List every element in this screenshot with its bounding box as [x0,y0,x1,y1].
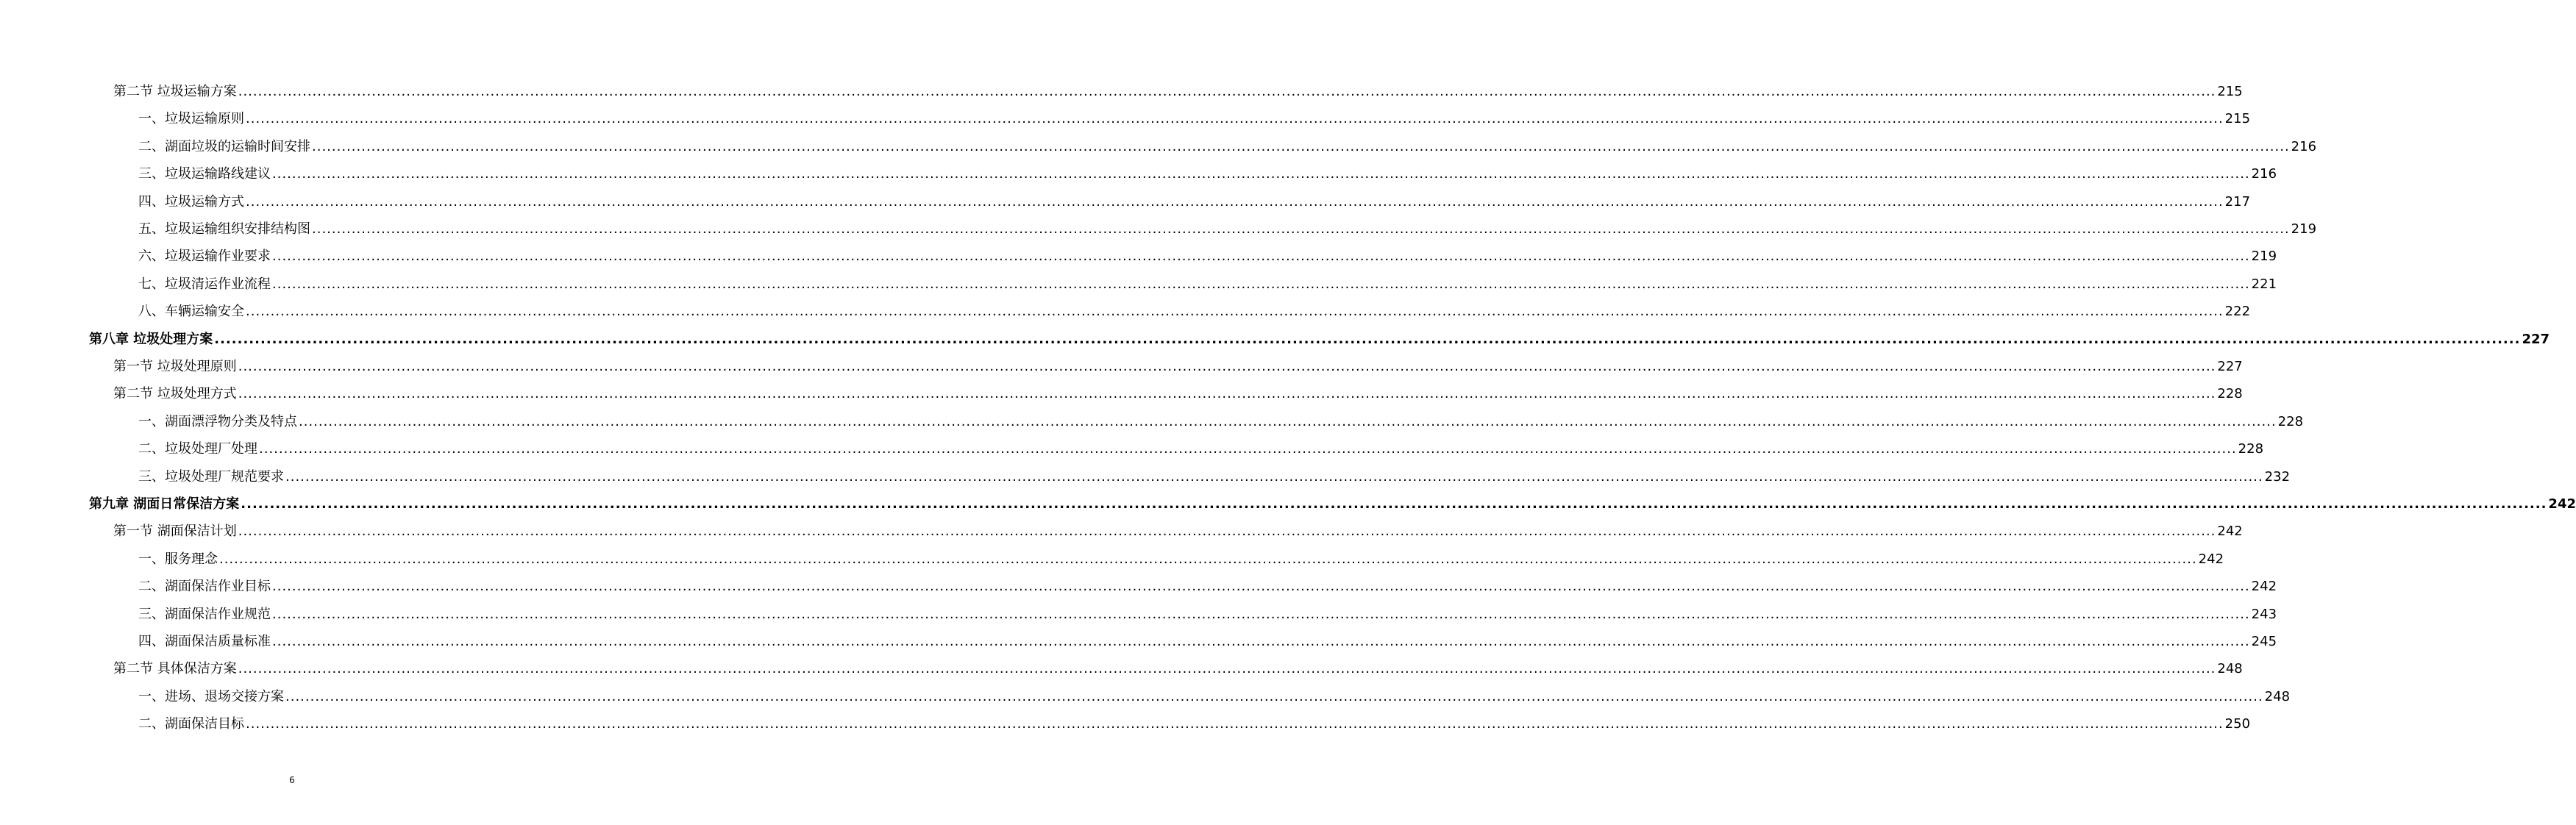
toc-entry-section[interactable] [113,74,2243,101]
toc-entry-item[interactable] [138,568,2277,596]
toc-entry-page-number: 232 [2264,468,2291,485]
toc-entry-chapter[interactable] [89,321,2550,349]
toc-entry-item[interactable] [138,596,2277,624]
toc-dot-leader: ................................................................................................................................................................................................................................................................................................................................................................................................................ [238,524,2216,540]
toc-dot-leader: ................................................................................................................................................................................................................................................................................................................................................................................................................ [238,359,2216,374]
toc-dot-leader: ................................................................................................................................................................................................................................................................................................................................................................................................................ [246,716,2224,732]
toc-entry-page-number: 221 [2251,276,2277,292]
toc-entry-item[interactable] [138,184,2251,211]
toc-dot-leader: ................................................................................................................................................................................................................................................................................................................................................................................................................ [246,304,2224,320]
toc-dot-leader: ................................................................................................................................................................................................................................................................................................................................................................................................................ [259,441,2237,457]
toc-entry-page-number: 228 [2238,441,2264,457]
toc-entry-page-number: 219 [2251,249,2277,265]
toc-entry-title: 一、服务理念 [138,551,218,567]
toc-entry-section[interactable] [113,513,2243,540]
toc-entry-title: 第二节 垃圾运输方案 [113,84,237,99]
toc-entry-page-number: 242 [2217,524,2243,540]
toc-dot-leader: ................................................................................................................................................................................................................................................................................................................................................................................................................ [241,496,2547,512]
toc-dot-leader: ................................................................................................................................................................................................................................................................................................................................................................................................................ [238,386,2216,402]
toc-entry-chapter[interactable] [89,486,2576,513]
toc-entry-item[interactable] [138,211,2317,238]
toc-dot-leader: ................................................................................................................................................................................................................................................................................................................................................................................................................ [272,276,2250,292]
toc-entry-page-number: 227 [2217,359,2243,374]
toc-entry-title: 一、进场、退场交接方案 [138,688,284,704]
toc-dot-leader: ................................................................................................................................................................................................................................................................................................................................................................................................................ [214,331,2521,347]
toc-dot-leader: ................................................................................................................................................................................................................................................................................................................................................................................................................ [272,249,2250,265]
toc-entry-section[interactable] [113,376,2243,403]
toc-entry-item[interactable] [138,541,2224,568]
toc-entry-title: 第一节 湖面保洁计划 [113,524,237,540]
page-number: 6 [289,775,295,785]
toc-entry-page-number: 228 [2217,386,2243,402]
toc-entry-page-number: 227 [2522,331,2550,347]
toc-entry-title: 第九章 湖面日常保洁方案 [89,496,240,512]
toc-entry-item[interactable] [138,266,2277,293]
toc-entry-page-number: 245 [2251,634,2277,649]
toc-dot-leader: ................................................................................................................................................................................................................................................................................................................................................................................................................ [219,551,2197,567]
toc-entry-title: 三、垃圾处理厂规范要求 [138,468,284,485]
toc-dot-leader: ................................................................................................................................................................................................................................................................................................................................................................................................................ [285,688,2263,704]
toc-dot-leader: ................................................................................................................................................................................................................................................................................................................................................................................................................ [312,221,2290,237]
toc-entry-page-number: 219 [2291,221,2317,237]
toc-entry-page-number: 228 [2277,413,2304,429]
toc-entry-title: 第八章 垃圾处理方案 [89,331,213,347]
toc-entry-item[interactable] [138,156,2277,183]
toc-entry-title: 一、垃圾运输原则 [138,111,244,127]
toc-entry-item[interactable] [138,431,2264,458]
toc-entry-title: 五、垃圾运输组织安排结构图 [138,221,310,237]
toc-dot-leader: ................................................................................................................................................................................................................................................................................................................................................................................................................ [272,166,2250,182]
toc-entry-title: 八、车辆运输安全 [138,304,244,320]
toc-entry-item[interactable] [138,293,2251,321]
toc-entry-title: 三、垃圾运输路线建议 [138,166,271,182]
toc-entry-page-number: 242 [2251,579,2277,595]
toc-dot-leader: ................................................................................................................................................................................................................................................................................................................................................................................................................ [238,84,2216,99]
toc-entry-item[interactable] [138,238,2277,265]
toc-dot-leader: ................................................................................................................................................................................................................................................................................................................................................................................................................ [272,634,2250,649]
toc-entry-title: 三、湖面保洁作业规范 [138,606,271,622]
toc-entry-section[interactable] [113,349,2243,376]
toc-entry-item[interactable] [138,679,2291,706]
toc-dot-leader: ................................................................................................................................................................................................................................................................................................................................................................................................................ [272,579,2250,595]
toc-dot-leader: ................................................................................................................................................................................................................................................................................................................................................................................................................ [285,468,2263,485]
toc-entry-title: 二、湖面保洁目标 [138,716,244,732]
toc-entry-page-number: 217 [2224,193,2251,210]
toc-entry-title: 七、垃圾清运作业流程 [138,276,271,292]
toc-entry-title: 二、湖面保洁作业目标 [138,579,271,595]
toc-entry-page-number: 222 [2224,304,2251,320]
toc-entry-page-number: 248 [2217,661,2243,677]
toc-entry-item[interactable] [138,459,2291,486]
toc-entry-item[interactable] [138,404,2304,431]
toc-entry-item[interactable] [138,129,2317,156]
toc-entry-section[interactable] [113,651,2243,678]
toc-entry-page-number: 242 [2548,496,2576,512]
toc-dot-leader: ................................................................................................................................................................................................................................................................................................................................................................................................................ [299,413,2277,429]
toc-dot-leader: ................................................................................................................................................................................................................................................................................................................................................................................................................ [238,661,2216,677]
toc-entry-title: 四、垃圾运输方式 [138,193,244,210]
toc-entry-title: 二、湖面垃圾的运输时间安排 [138,138,310,154]
toc-entry-page-number: 215 [2224,111,2251,127]
toc-dot-leader: ................................................................................................................................................................................................................................................................................................................................................................................................................ [272,606,2250,622]
toc-entry-page-number: 216 [2251,166,2277,182]
toc-entry-page-number: 216 [2291,138,2317,154]
toc-entry-page-number: 250 [2224,716,2251,732]
toc-dot-leader: ................................................................................................................................................................................................................................................................................................................................................................................................................ [312,138,2290,154]
toc-dot-leader: ................................................................................................................................................................................................................................................................................................................................................................................................................ [246,111,2224,127]
toc-entry-item[interactable] [138,706,2251,733]
toc-entry-title: 六、垃圾运输作业要求 [138,249,271,265]
toc-entry-item[interactable] [138,624,2277,651]
toc-entry-title: 第二节 垃圾处理方式 [113,386,237,402]
toc-entry-title: 四、湖面保洁质量标准 [138,634,271,649]
toc-entry-page-number: 215 [2217,84,2243,99]
toc-entry-page-number: 243 [2251,606,2277,622]
toc-entry-title: 一、湖面漂浮物分类及特点 [138,413,297,429]
toc-entry-page-number: 248 [2264,688,2291,704]
toc-dot-leader: ................................................................................................................................................................................................................................................................................................................................................................................................................ [246,193,2224,210]
toc-entry-title: 第一节 垃圾处理原则 [113,359,237,374]
toc-entry-page-number: 242 [2198,551,2224,567]
toc-entry-item[interactable] [138,101,2251,128]
toc-entry-title: 二、垃圾处理厂处理 [138,441,257,457]
toc-entry-title: 第二节 具体保洁方案 [113,661,237,677]
